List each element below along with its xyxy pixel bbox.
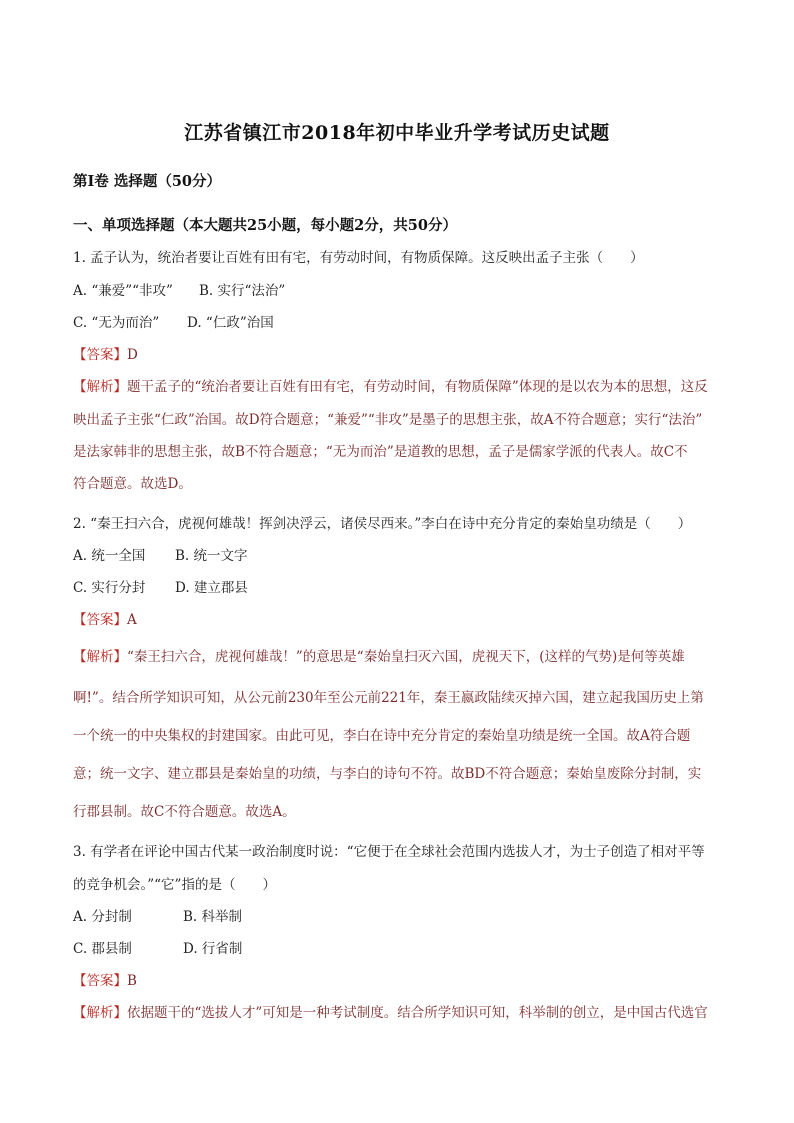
question-2-answer	[73, 608, 137, 628]
question-2-analysis-line: 意；统一文字、建立郡县是秦始皇的功绩，与李白的诗句不符。故BD不符合题意；秦始皇废除分封制，实	[73, 766, 702, 782]
question-2-analysis-line: 啊!”。结合所学知识可知，从公元前230年至公元前221年，秦王嬴政陆续灭掉六国，建立起我国历史上第	[73, 690, 704, 706]
analysis-text: 题干孟子的“统治者要让百姓有田有宅，有劳动时间，有物质保障”体现的是以农为本的思想，这反	[127, 379, 708, 395]
analysis-text: “秦王扫六合，虎视何雄哉！”的意思是“秦始皇扫灭六国，虎视天下，(这样的气势)是何等英雄	[127, 649, 685, 665]
question-2-analysis-line	[73, 645, 685, 665]
answer-value: D	[127, 347, 138, 363]
q2-option-c: C. 实行分封	[73, 580, 146, 596]
q1-option-b: B. 实行“法治”	[199, 283, 286, 299]
q3-option-d: D. 行省制	[183, 941, 243, 957]
question-1-analysis-line: 符合题意。故选D。	[73, 476, 192, 492]
q1-option-a: A. “兼爱”“非攻”	[73, 283, 173, 299]
answer-tag: 【答案】	[73, 347, 127, 363]
analysis-tag: 【解析】	[73, 379, 127, 395]
part-heading: 一、单项选择题（本大题共25小题，每小题2分，共50分）	[73, 217, 457, 234]
q3-option-c: C. 郡县制	[73, 941, 132, 957]
question-1-options-row-1	[73, 279, 285, 299]
q3-option-a: A. 分封制	[73, 909, 132, 925]
question-3-stem-line: 的竞争机会。”“它”指的是（ ）	[73, 877, 276, 893]
question-2-analysis-line: 一个统一的中央集权的封建国家。由此可见，李白在诗中充分肯定的秦始皇功绩是统一全国。故A符合题	[73, 728, 691, 744]
q1-option-d: D. “仁政”治国	[187, 315, 274, 331]
analysis-text: 依据题干的“选拔人才”可知是一种考试制度。结合所学知识可知，科举制的创立，是中国古代选官	[127, 1005, 708, 1021]
q3-option-b: B. 科举制	[183, 909, 243, 925]
q2-option-a: A. 统一全国	[73, 548, 146, 564]
section-heading: 第I卷 选择题（50分）	[73, 173, 222, 190]
answer-tag: 【答案】	[73, 973, 127, 989]
question-2-options-row-2	[73, 576, 248, 596]
question-1-analysis-line	[73, 375, 708, 395]
question-1-answer	[73, 343, 138, 363]
question-3-analysis-line	[73, 1001, 708, 1021]
question-1-options-row-2	[73, 311, 274, 331]
analysis-tag: 【解析】	[73, 649, 127, 665]
question-3-stem-line: 3. 有学者在评论中国古代某一政治制度时说：“它便于在全球社会范围内选拔人才，为士子创造了相对平等	[73, 844, 705, 860]
question-2-analysis-line: 行郡县制。故C不符合题意。故选A。	[73, 804, 296, 820]
question-3-options-row-2	[73, 937, 242, 957]
analysis-tag: 【解析】	[73, 1005, 127, 1021]
question-1-stem: 1. 孟子认为，统治者要让百姓有田有宅，有劳动时间，有物质保障。这反映出孟子主张（ ）	[73, 250, 644, 266]
question-3-answer	[73, 969, 137, 989]
question-1-analysis-line: 映出孟子主张“仁政”治国。故D符合题意；“兼爱”“非攻”是墨子的思想主张，故A不符合题意；实行“法治”	[73, 412, 703, 428]
q2-option-b: B. 统一文字	[175, 548, 248, 564]
answer-value: B	[127, 973, 137, 989]
q1-option-c: C. “无为而治”	[73, 315, 160, 331]
answer-tag: 【答案】	[73, 612, 127, 628]
page-title: 江苏省镇江市2018年初中毕业升学考试历史试题	[184, 122, 610, 144]
question-1-analysis-line: 是法家韩非的思想主张，故B不符合题意；“无为而治”是道教的思想，孟子是儒家学派的代表人。故C不	[73, 444, 688, 460]
question-2-stem: 2. “秦王扫六合，虎视何雄哉！挥剑决浮云，诸侯尽西来。”李白在诗中充分肯定的秦始皇功绩是（ ）	[73, 516, 692, 532]
q2-option-d: D. 建立郡县	[175, 580, 248, 596]
question-2-options-row-1	[73, 544, 248, 564]
answer-value: A	[127, 612, 137, 628]
question-3-options-row-1	[73, 905, 242, 925]
